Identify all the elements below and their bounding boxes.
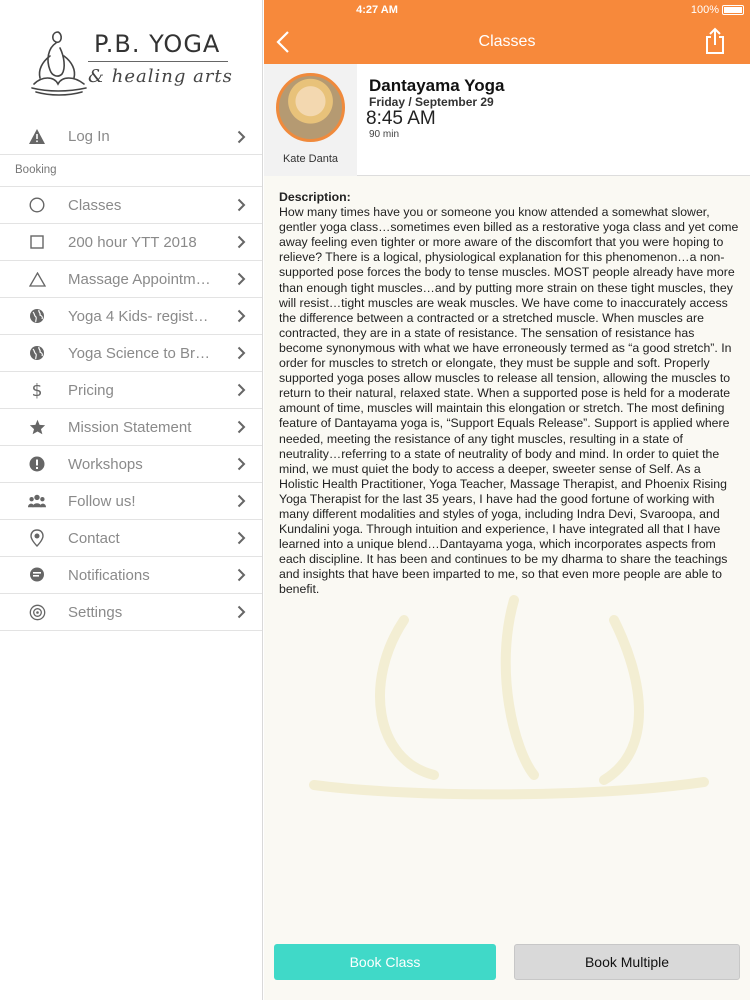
section-label-booking: Booking — [0, 155, 262, 187]
gear-icon — [28, 603, 46, 621]
chevron-right-icon — [237, 457, 246, 471]
globe-icon — [28, 307, 46, 325]
location-pin-icon — [28, 529, 46, 547]
sidebar-item-follow-us[interactable] — [0, 483, 262, 520]
dollar-icon — [28, 381, 46, 399]
chevron-right-icon — [237, 272, 246, 286]
chevron-right-icon — [237, 198, 246, 212]
exclamation-icon — [28, 455, 46, 473]
sidebar-item-label: Workshops — [68, 455, 143, 473]
svg-text:$: $ — [31, 381, 43, 399]
logo — [0, 0, 262, 118]
chevron-right-icon — [237, 420, 246, 434]
chevron-right-icon — [237, 568, 246, 582]
warning-icon — [28, 128, 46, 146]
sidebar — [0, 0, 263, 1000]
chat-bubble-icon — [28, 566, 46, 584]
sidebar-item-workshops[interactable] — [0, 446, 262, 483]
class-time: 8:45 AM — [366, 108, 436, 129]
sidebar-item-label: Follow us! — [68, 492, 136, 510]
sidebar-item-yoga-science-to-br[interactable] — [0, 335, 262, 372]
sidebar-item-label: Yoga 4 Kids- regist… — [68, 307, 209, 325]
sidebar-item-label: Log In — [68, 128, 110, 145]
sidebar-item-label: Yoga Science to Br… — [68, 344, 211, 362]
share-icon[interactable] — [704, 27, 726, 55]
sidebar-item-label: Massage Appointm… — [68, 270, 211, 288]
logo-title: P.B. YOGA — [94, 30, 221, 58]
battery-icon — [722, 5, 744, 15]
chevron-right-icon — [237, 605, 246, 619]
sidebar-item-pricing[interactable] — [0, 372, 262, 409]
sidebar-item-label: Contact — [68, 529, 120, 547]
chevron-right-icon — [237, 130, 246, 144]
chevron-right-icon — [237, 309, 246, 323]
instructor-panel[interactable] — [264, 64, 357, 176]
class-description — [279, 190, 741, 598]
sidebar-item-contact[interactable] — [0, 520, 262, 557]
sidebar-item-label: 200 hour YTT 2018 — [68, 233, 197, 251]
sidebar-item-label: Settings — [68, 603, 123, 621]
status-time: 4:27 AM — [356, 4, 398, 16]
triangle-icon — [28, 270, 46, 288]
class-duration: 90 min — [369, 129, 400, 140]
sidebar-item-label: Classes — [68, 196, 122, 214]
globe-icon — [28, 344, 46, 362]
battery-percent: 100% — [690, 4, 719, 16]
class-name: Dantayama Yoga — [369, 76, 505, 95]
sidebar-item-notifications[interactable] — [0, 557, 262, 594]
main-panel — [264, 0, 750, 1000]
chevron-right-icon — [237, 383, 246, 397]
chevron-right-icon — [237, 235, 246, 249]
instructor-name: Kate Danta — [282, 153, 339, 165]
status-battery — [691, 4, 744, 16]
chevron-right-icon — [237, 531, 246, 545]
square-icon — [28, 233, 46, 251]
page-title: Classes — [478, 33, 536, 50]
avatar[interactable] — [276, 73, 345, 142]
sidebar-item-settings[interactable] — [0, 594, 262, 631]
circle-icon — [28, 196, 46, 214]
chevron-right-icon — [237, 494, 246, 508]
chevron-right-icon — [237, 346, 246, 360]
sidebar-item-label: Mission Statement — [68, 418, 192, 436]
logo-rule — [88, 61, 228, 62]
book-multiple-button[interactable]: Book Multiple — [514, 944, 740, 980]
sidebar-item-yoga-4-kids-regist[interactable] — [0, 298, 262, 335]
class-header — [264, 64, 750, 176]
sidebar-nav-list — [0, 187, 262, 631]
sidebar-item-massage-appointm[interactable] — [0, 261, 262, 298]
top-navigation-bar — [264, 0, 750, 64]
sidebar-item-200-hour-ytt-2018[interactable] — [0, 224, 262, 261]
class-date: Friday / September 29 — [369, 95, 494, 109]
sidebar-item-mission-statement[interactable] — [0, 409, 262, 446]
logo-subtitle: & healing arts — [88, 66, 233, 87]
book-class-button[interactable]: Book Class — [274, 944, 496, 980]
sidebar-item-login[interactable] — [0, 118, 262, 155]
sidebar-item-label: Notifications — [68, 566, 150, 584]
star-icon — [28, 418, 46, 436]
people-icon — [28, 492, 46, 510]
description-text: How many times have you or someone you know attended a somewhat slower, gentler yoga class…sometimes even billed as a restorative yoga class and yet come away feeling even tighter or more aware of the discomfort that you were hoping to relieve? There is a logical, physiological explanation for this phenomenon…a non-supported pose forces the body to tense muscles. MOST people already have more than enough tight muscles…and by putting more strain on these tight muscles, they will resist…tight muscles are weak muscles. We have come to inaccurately access the difference between a contracted or a stretched muscle. When muscles are contracted, they are in a state of resistance. The sensation of resistance has become synonymous with what we have erroneously termed as “a good stretch”. In order for muscles to stretch or elongate, they must be supple and soft. Properly supported yoga poses allow muscles to release all tension, allowing the muscles to return to their natural, relaxed state. When a supported pose is held for a moderate amount of time, muscles will maintain this elongation or stretch. The most defining feature of Dantayama yoga is, “Support Equals Release”. Support is applied where needed, meeting the resistance of any tight muscles, resulting in a state of neutrality…referring to a state of neutrality of body and mind. In order to quiet the mind, we must quiet the body to access a deeper, sweeter sense of Self. As a Holistic Health Practitioner, Yoga Teacher, Massage Therapist, and Phoenix Rising Yoga Therapist for the last 35 years, I have had the good fortune of working with many different modalities and styles of yoga, including Indra Devi, Svaroopa, and Kundalini yoga. Through intuition and experience, I have integrated all that I have learned into a unique blend…Dantayama yoga, which incorporates aspects from each discipline. It has been and continues to be my dharma to share the teachings and insights that have been imparted to me, so that even more people are able to benefit. — [279, 205, 739, 597]
description-label: Description: — [279, 190, 351, 204]
sidebar-item-label: Pricing — [68, 381, 114, 399]
yoga-figure-logo-icon — [28, 26, 90, 96]
sidebar-item-classes[interactable] — [0, 187, 262, 224]
